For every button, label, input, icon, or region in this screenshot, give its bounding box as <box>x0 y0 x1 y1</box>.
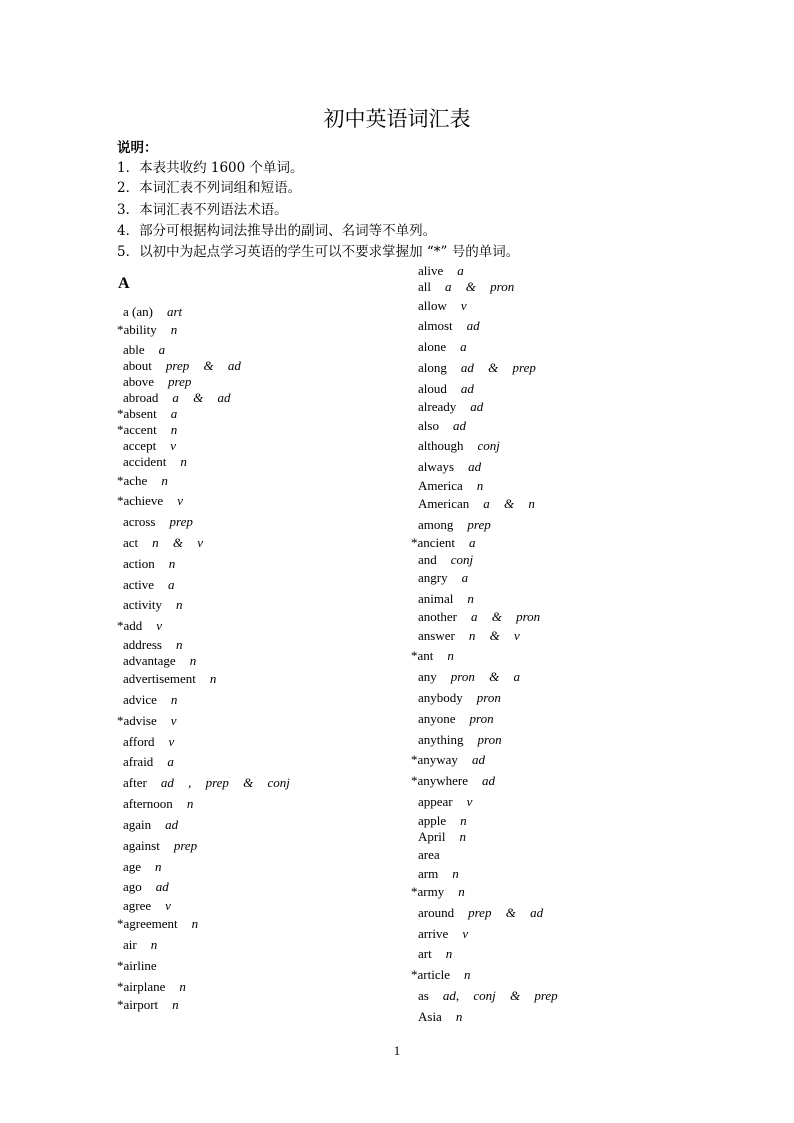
entry-part-of-speech: art <box>166 304 183 319</box>
entry-word: area <box>418 847 440 862</box>
entry-word: *ache <box>117 473 148 488</box>
entry-word: alive <box>418 263 444 278</box>
vocab-entry <box>117 618 162 634</box>
entry-word: *add <box>117 618 143 633</box>
entry-part-of-speech: n & v <box>152 535 204 550</box>
entry-word: after <box>123 775 147 790</box>
entry-word: America <box>418 478 463 493</box>
page-title: 初中英语词汇表 <box>323 107 471 131</box>
vocab-entry <box>123 775 290 791</box>
entry-word: arrive <box>418 926 449 941</box>
vocab-entry <box>123 859 162 875</box>
entry-word: activity <box>123 597 162 612</box>
vocab-entry <box>418 438 500 454</box>
entry-word: April <box>418 829 446 844</box>
entry-word: alone <box>418 339 447 354</box>
section-letter-heading: A <box>118 275 130 292</box>
entry-word: animal <box>418 591 454 606</box>
vocab-entry <box>418 552 473 568</box>
vocab-entry <box>123 342 165 358</box>
entry-part-of-speech: n <box>476 478 484 493</box>
vocab-entry <box>123 535 203 551</box>
entry-part-of-speech: ad <box>470 399 484 414</box>
entry-part-of-speech: n <box>170 692 178 707</box>
entry-part-of-speech: v <box>460 298 467 313</box>
entry-part-of-speech: ad <box>452 418 466 433</box>
vocab-entry <box>418 399 483 415</box>
entry-word: afford <box>123 734 155 749</box>
entry-part-of-speech: ad <box>468 459 482 474</box>
vocab-entry <box>418 360 536 376</box>
vocab-entry <box>418 711 494 727</box>
entry-part-of-speech: conj <box>477 438 500 453</box>
vocab-entry <box>123 754 174 770</box>
entry-word: against <box>123 838 160 853</box>
vocab-entry <box>123 438 176 454</box>
entry-word: action <box>123 556 155 571</box>
entry-word: able <box>123 342 145 357</box>
note-line: 2．本词汇表不列词组和短语。 <box>117 180 302 196</box>
entry-part-of-speech: ad <box>466 318 480 333</box>
entry-word: *absent <box>117 406 157 421</box>
vocab-entry <box>123 937 157 953</box>
entry-part-of-speech: a & pron <box>445 279 515 294</box>
entry-word: allow <box>418 298 447 313</box>
vocab-entry <box>418 318 480 334</box>
vocab-entry <box>418 813 467 829</box>
entry-word: appear <box>418 794 453 809</box>
vocab-entry <box>117 916 198 932</box>
entry-part-of-speech: a <box>168 577 175 592</box>
vocab-entry <box>418 609 540 625</box>
vocab-entry <box>418 926 468 942</box>
vocab-entry <box>418 794 472 810</box>
entry-part-of-speech: ad , prep & conj <box>160 775 290 790</box>
entry-part-of-speech: n <box>170 422 178 437</box>
vocab-entry <box>123 838 197 854</box>
vocab-entry <box>123 374 191 390</box>
vocab-entry <box>123 514 193 530</box>
entry-part-of-speech: prep <box>173 838 198 853</box>
entry-word: about <box>123 358 152 373</box>
entry-part-of-speech: prep <box>467 517 491 532</box>
vocab-entry <box>418 690 501 706</box>
entry-part-of-speech: n <box>447 648 454 663</box>
vocab-entry <box>418 829 466 845</box>
vocab-entry <box>117 422 177 438</box>
entry-part-of-speech: a & ad <box>172 390 231 405</box>
entry-word: anybody <box>418 690 463 705</box>
entry-word: advice <box>123 692 157 707</box>
entry-part-of-speech: n <box>455 1009 463 1024</box>
entry-word: anyone <box>418 711 456 726</box>
vocab-entry <box>418 946 452 962</box>
entry-part-of-speech: v <box>177 493 183 508</box>
vocab-entry <box>418 591 474 607</box>
vocab-entry <box>123 577 175 593</box>
entry-word: *ability <box>117 322 157 337</box>
vocab-entry <box>123 454 187 470</box>
vocab-entry <box>418 478 483 494</box>
vocab-entry <box>123 358 241 374</box>
entry-word: angry <box>418 570 448 585</box>
entry-word: also <box>418 418 439 433</box>
entry-word: again <box>123 817 152 832</box>
vocab-entry <box>411 773 495 789</box>
vocab-entry <box>411 648 454 664</box>
entry-part-of-speech: ad <box>471 752 485 767</box>
entry-part-of-speech: ad & prep <box>460 360 536 375</box>
entry-part-of-speech: v <box>156 618 163 633</box>
vocab-entry <box>117 979 186 995</box>
vocab-entry <box>418 517 491 533</box>
entry-part-of-speech: n <box>467 591 474 606</box>
vocab-entry <box>123 817 178 833</box>
entry-part-of-speech: prep <box>168 374 192 389</box>
vocab-entry <box>123 556 175 572</box>
entry-part-of-speech: ad <box>482 773 496 788</box>
vocab-entry <box>123 390 231 406</box>
entry-part-of-speech: n <box>459 829 466 844</box>
entry-part-of-speech: prep & ad <box>468 905 544 920</box>
entry-part-of-speech: n <box>168 556 176 571</box>
vocab-entry <box>123 734 174 750</box>
entry-part-of-speech: a <box>460 339 467 354</box>
entry-word: accept <box>123 438 157 453</box>
entry-word: almost <box>418 318 453 333</box>
entry-part-of-speech: n <box>150 937 158 952</box>
entry-part-of-speech: prep <box>169 514 193 529</box>
entry-part-of-speech: n <box>172 997 179 1012</box>
entry-word: ago <box>123 879 142 894</box>
entry-part-of-speech: n <box>179 979 186 994</box>
vocab-entry <box>418 279 514 295</box>
vocab-entry <box>411 752 485 768</box>
vocab-entry <box>418 732 502 748</box>
entry-part-of-speech: a & n <box>483 496 535 511</box>
vocab-entry <box>418 866 459 882</box>
entry-part-of-speech: a <box>167 754 174 769</box>
vocab-entry <box>418 988 558 1004</box>
entry-word: anything <box>418 732 464 747</box>
entry-part-of-speech: n <box>458 884 465 899</box>
entry-part-of-speech: a <box>457 263 464 278</box>
entry-word: advertisement <box>123 671 196 686</box>
entry-word: arm <box>418 866 439 881</box>
entry-part-of-speech: n <box>452 866 459 881</box>
entry-word: another <box>418 609 457 624</box>
entry-word: *ant <box>411 648 434 663</box>
entry-part-of-speech: conj <box>450 552 474 567</box>
vocab-entry <box>123 304 182 320</box>
entry-word: *advise <box>117 713 157 728</box>
entry-word: age <box>123 859 142 874</box>
entry-part-of-speech: pron & a <box>450 669 520 684</box>
entry-word: afternoon <box>123 796 173 811</box>
entry-word: *ancient <box>411 535 456 550</box>
entry-part-of-speech: n <box>161 473 168 488</box>
vocab-entry <box>123 671 216 687</box>
entry-word: address <box>123 637 162 652</box>
note-line: 1．本表共收约 1600 个单词。 <box>117 160 304 176</box>
entry-part-of-speech: a & pron <box>470 609 541 624</box>
entry-word: *airplane <box>117 979 166 994</box>
page-number: 1 <box>393 1043 401 1058</box>
vocab-entry <box>418 669 520 685</box>
entry-part-of-speech: pron <box>477 732 502 747</box>
entry-part-of-speech: v <box>170 438 176 453</box>
vocab-entry <box>418 496 535 512</box>
entry-word: accident <box>123 454 167 469</box>
entry-word: act <box>123 535 139 550</box>
entry-part-of-speech: ad <box>165 817 179 832</box>
entry-part-of-speech: prep & ad <box>165 358 241 373</box>
entry-word: *achieve <box>117 493 164 508</box>
entry-part-of-speech: v <box>462 926 469 941</box>
entry-part-of-speech: n <box>176 597 183 612</box>
entry-part-of-speech: ad <box>155 879 169 894</box>
entry-word: although <box>418 438 464 453</box>
vocab-entry <box>418 339 467 355</box>
vocab-entry <box>117 406 177 422</box>
entry-word: always <box>418 459 455 474</box>
entry-part-of-speech: a <box>469 535 476 550</box>
entry-word: along <box>418 360 447 375</box>
entry-part-of-speech: n <box>180 454 187 469</box>
vocab-entry <box>411 967 470 983</box>
entry-part-of-speech: a <box>461 570 469 585</box>
entry-word: art <box>418 946 432 961</box>
entry-word: any <box>418 669 437 684</box>
entry-word: *anyway <box>411 752 458 767</box>
vocab-entry <box>117 322 177 338</box>
vocab-entry <box>418 298 467 314</box>
entry-word: *agreement <box>117 916 178 931</box>
vocab-entry <box>418 905 543 921</box>
vocab-entry <box>418 628 520 644</box>
entry-part-of-speech: n <box>189 653 197 668</box>
entry-word: agree <box>123 898 152 913</box>
entry-part-of-speech: n <box>155 859 162 874</box>
entry-word: all <box>418 279 431 294</box>
vocab-entry <box>418 459 481 475</box>
entry-word: air <box>123 937 137 952</box>
vocab-entry <box>123 597 183 613</box>
vocab-entry <box>418 418 466 434</box>
vocab-entry <box>411 535 476 551</box>
entry-part-of-speech: n <box>209 671 217 686</box>
entry-word: answer <box>418 628 455 643</box>
vocab-entry <box>123 879 169 895</box>
vocab-entry <box>418 263 464 279</box>
entry-part-of-speech: n <box>191 916 199 931</box>
entry-word: *army <box>411 884 445 899</box>
vocab-entry <box>418 1009 462 1025</box>
entry-word: afraid <box>123 754 154 769</box>
entry-word: *airport <box>117 997 159 1012</box>
entry-word: a (an) <box>123 304 153 319</box>
vocab-entry <box>418 570 468 586</box>
vocab-entry <box>123 637 183 653</box>
entry-word: across <box>123 514 156 529</box>
note-line: 3．本词汇表不列语法术语。 <box>117 202 288 218</box>
entry-word: active <box>123 577 155 592</box>
entry-word: advantage <box>123 653 176 668</box>
entry-part-of-speech: n & v <box>468 628 520 643</box>
entry-word: *airline <box>117 958 157 973</box>
entry-part-of-speech: n <box>460 813 467 828</box>
entry-part-of-speech: ad, conj & prep <box>442 988 558 1003</box>
vocab-entry <box>411 884 465 900</box>
entry-word: aloud <box>418 381 447 396</box>
entry-word: and <box>418 552 437 567</box>
entry-word: among <box>418 517 454 532</box>
vocab-entry <box>123 796 193 812</box>
entry-part-of-speech: v <box>466 794 473 809</box>
entry-part-of-speech: v <box>170 713 177 728</box>
entry-part-of-speech: a <box>158 342 166 357</box>
entry-word: abroad <box>123 390 159 405</box>
note-line: 4．部分可根据构词法推导出的副词、名词等不单列。 <box>117 223 437 239</box>
entry-part-of-speech: n <box>463 967 471 982</box>
entry-word: *anywhere <box>411 773 469 788</box>
vocab-entry <box>117 958 157 974</box>
vocab-entry <box>418 847 440 863</box>
entry-word: *article <box>411 967 450 982</box>
entry-part-of-speech: pron <box>469 711 494 726</box>
entry-word: as <box>418 988 429 1003</box>
entry-part-of-speech: ad <box>460 381 474 396</box>
entry-part-of-speech: n <box>176 637 183 652</box>
vocab-entry <box>117 997 179 1013</box>
entry-word: American <box>418 496 470 511</box>
entry-part-of-speech: a <box>170 406 178 421</box>
vocab-entry <box>123 653 196 669</box>
entry-part-of-speech: n <box>186 796 194 811</box>
entry-word: apple <box>418 813 447 828</box>
entry-part-of-speech: v <box>165 898 171 913</box>
vocab-entry <box>123 898 171 914</box>
entry-word: Asia <box>418 1009 442 1024</box>
notes-heading: 说明： <box>117 140 158 156</box>
vocab-entry <box>123 692 177 708</box>
entry-part-of-speech: v <box>168 734 175 749</box>
entry-word: *accent <box>117 422 157 437</box>
vocab-entry <box>418 381 474 397</box>
entry-part-of-speech: n <box>445 946 453 961</box>
note-line: 5．以初中为起点学习英语的学生可以不要求掌握加 “*” 号的单词。 <box>117 244 520 260</box>
entry-word: around <box>418 905 455 920</box>
entry-word: above <box>123 374 155 389</box>
vocab-entry <box>117 713 177 729</box>
vocab-entry <box>117 493 183 509</box>
entry-word: already <box>418 399 457 414</box>
vocab-entry <box>117 473 168 489</box>
entry-part-of-speech: n <box>170 322 178 337</box>
entry-part-of-speech: pron <box>476 690 501 705</box>
